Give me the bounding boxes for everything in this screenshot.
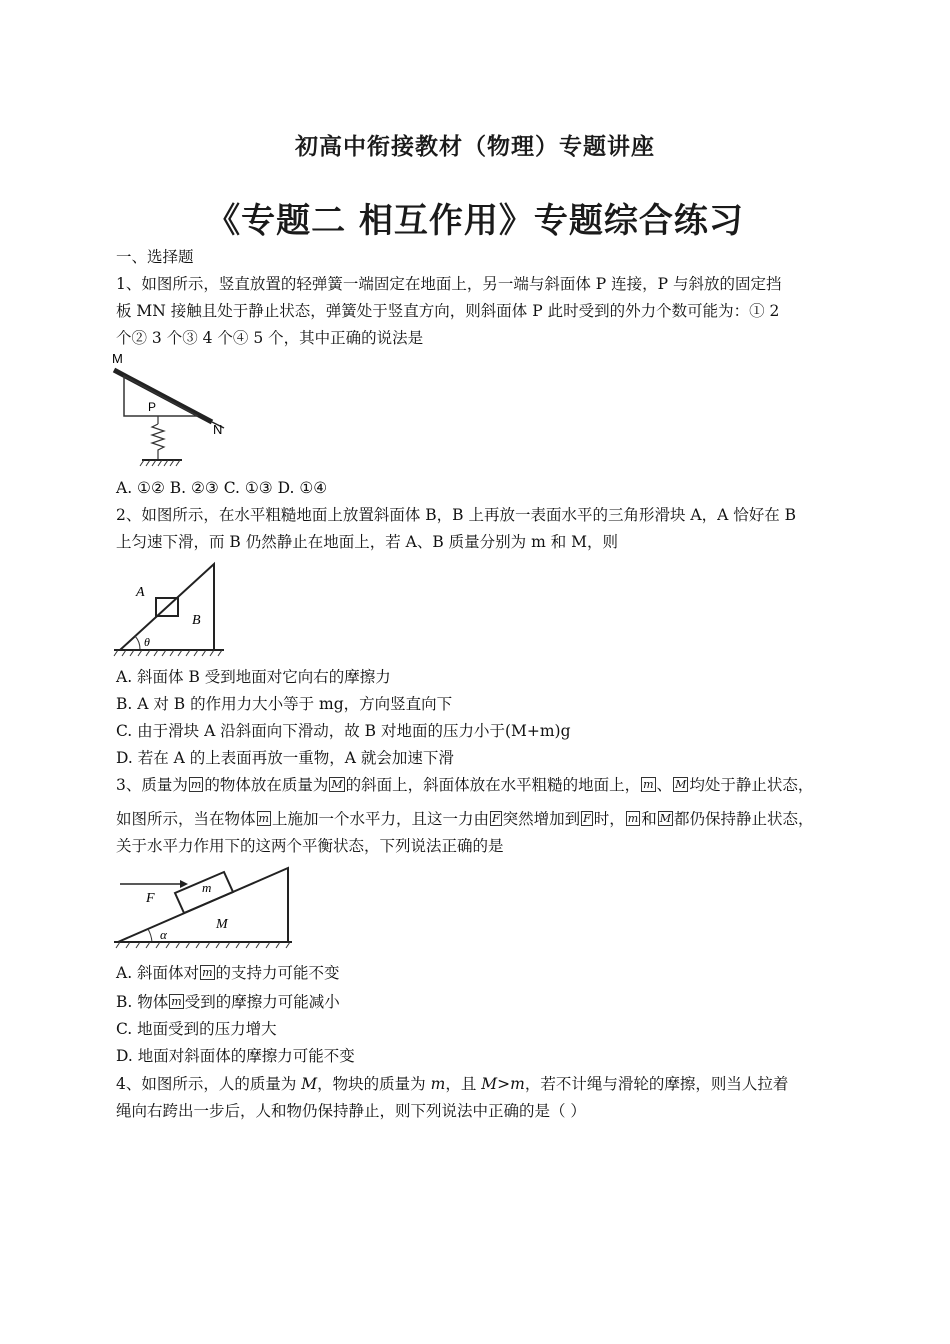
q2-option-b: B. A 对 B 的作用力大小等于 mg，方向竖直向下 (116, 695, 453, 713)
symbol-m: m (202, 966, 213, 979)
symbol-m: m (258, 812, 269, 825)
symbol-M: M (675, 778, 687, 791)
q1-options: A. ①② B. ②③ C. ①③ D. ①④ (116, 479, 328, 497)
symbol-m: m (190, 778, 202, 791)
worksheet-title: 《专题二 相互作用》专题综合练习 (206, 201, 744, 241)
q1-text-line3: 个② 3 个③ 4 个④ 5 个，其中正确的说法是 (116, 329, 424, 347)
q3-text: 3、质量为 (116, 776, 188, 794)
symbol-m: m (430, 1075, 446, 1093)
q2-text-line2: 上匀速下滑，而 B 仍然静止在地面上，若 A、B 质量分别为 m 和 M，则 (116, 533, 619, 551)
q4-text: ，物块的质量为 (317, 1075, 431, 1093)
q3-option-b (116, 992, 340, 1012)
q4-text: ，且 (445, 1075, 482, 1093)
symbol-M: M (331, 778, 343, 791)
q3-text-line2 (116, 809, 814, 829)
symbol-m: m (171, 995, 182, 1008)
symbol-F: F (491, 812, 500, 825)
q3-label-m: m (202, 880, 212, 895)
q3-option-c: C. 地面受到的压力增大 (116, 1020, 277, 1038)
q2-label-theta: θ (144, 635, 150, 649)
q2-text-line1: 2、如图所示，在水平粗糙地面上放置斜面体 B，B 上再放一表面水平的三角形滑块 A，A 恰好在 B (116, 506, 797, 524)
q3-option-text: 的支持力可能不变 (215, 964, 340, 982)
symbol-F: F (583, 812, 591, 825)
q3-text: 的斜面上，斜面体放在水平粗糙的地面上， (345, 776, 641, 794)
q3-label-F: F (146, 891, 155, 906)
symbol-m: m (627, 812, 639, 825)
q3-option-text: B. 物体 (116, 993, 169, 1011)
q3-text: 均处于静止状态， (689, 776, 814, 794)
q1-figure (108, 348, 238, 473)
symbol-m: m (643, 778, 654, 791)
inequality: M>m (481, 1075, 525, 1093)
q1-text-line1: 1、如图所示，竖直放置的轻弹簧一端固定在地面上，另一端与斜面体 P 连接，P 与斜放的固定挡 (116, 275, 782, 293)
q3-option-text: 受到的摩擦力可能减小 (184, 993, 340, 1011)
q4-text-line1 (116, 1074, 788, 1094)
q1-text-line2: 板 MN 接触且处于静止状态，弹簧处于竖直方向，则斜面体 P 此时受到的外力个数可能为：① 2 (116, 302, 780, 320)
q3-figure (112, 862, 294, 954)
q1-label-N: N (213, 422, 223, 437)
course-title: 初高中衔接教材（物理）专题讲座 (295, 134, 655, 160)
q3-option-text: A. 斜面体对 (116, 964, 200, 982)
symbol-M: M (301, 1075, 318, 1093)
q2-label-A: A (136, 585, 145, 600)
q3-text: 上施加一个水平力，且这一力由 (271, 810, 489, 828)
q3-text: 都仍保持静止状态， (674, 810, 814, 828)
q3-text-line1 (116, 775, 813, 795)
q1-label-P: P (148, 400, 157, 414)
q3-text: 的物体放在质量为 (204, 776, 329, 794)
q4-text-line2: 绳向右跨出一步后，人和物仍保持静止，则下列说法中正确的是（ ） (116, 1102, 586, 1120)
q2-label-B: B (192, 613, 201, 628)
q2-option-a: A. 斜面体 B 受到地面对它向右的摩擦力 (116, 668, 391, 686)
q3-text: 如图所示，当在物体 (116, 810, 256, 828)
q2-option-d: D. 若在 A 的上表面再放一重物，A 就会加速下滑 (116, 749, 454, 767)
q3-option-d: D. 地面对斜面体的摩擦力可能不变 (116, 1047, 355, 1065)
q3-text: 突然增加到 (502, 810, 581, 828)
q3-text: 和 (641, 810, 657, 828)
q2-figure (112, 558, 230, 658)
q4-text: ，若不计绳与滑轮的摩擦，则当人拉着 (524, 1075, 789, 1093)
section-heading: 一、选择题 (116, 248, 194, 266)
q3-label-alpha: α (160, 927, 167, 942)
q4-text: 4、如图所示，人的质量为 (116, 1075, 302, 1093)
q3-label-M: M (216, 917, 228, 932)
q3-option-a (116, 963, 340, 983)
q3-text: 、 (656, 776, 673, 794)
q3-text: 时， (593, 810, 625, 828)
q3-text-line3: 关于水平力作用下的这两个平衡状态，下列说法正确的是 (116, 837, 504, 855)
q1-label-M: M (112, 351, 123, 366)
q2-option-c: C. 由于滑块 A 沿斜面向下滑动，故 B 对地面的压力小于(M+m)g (116, 722, 571, 740)
symbol-M: M (659, 812, 671, 825)
